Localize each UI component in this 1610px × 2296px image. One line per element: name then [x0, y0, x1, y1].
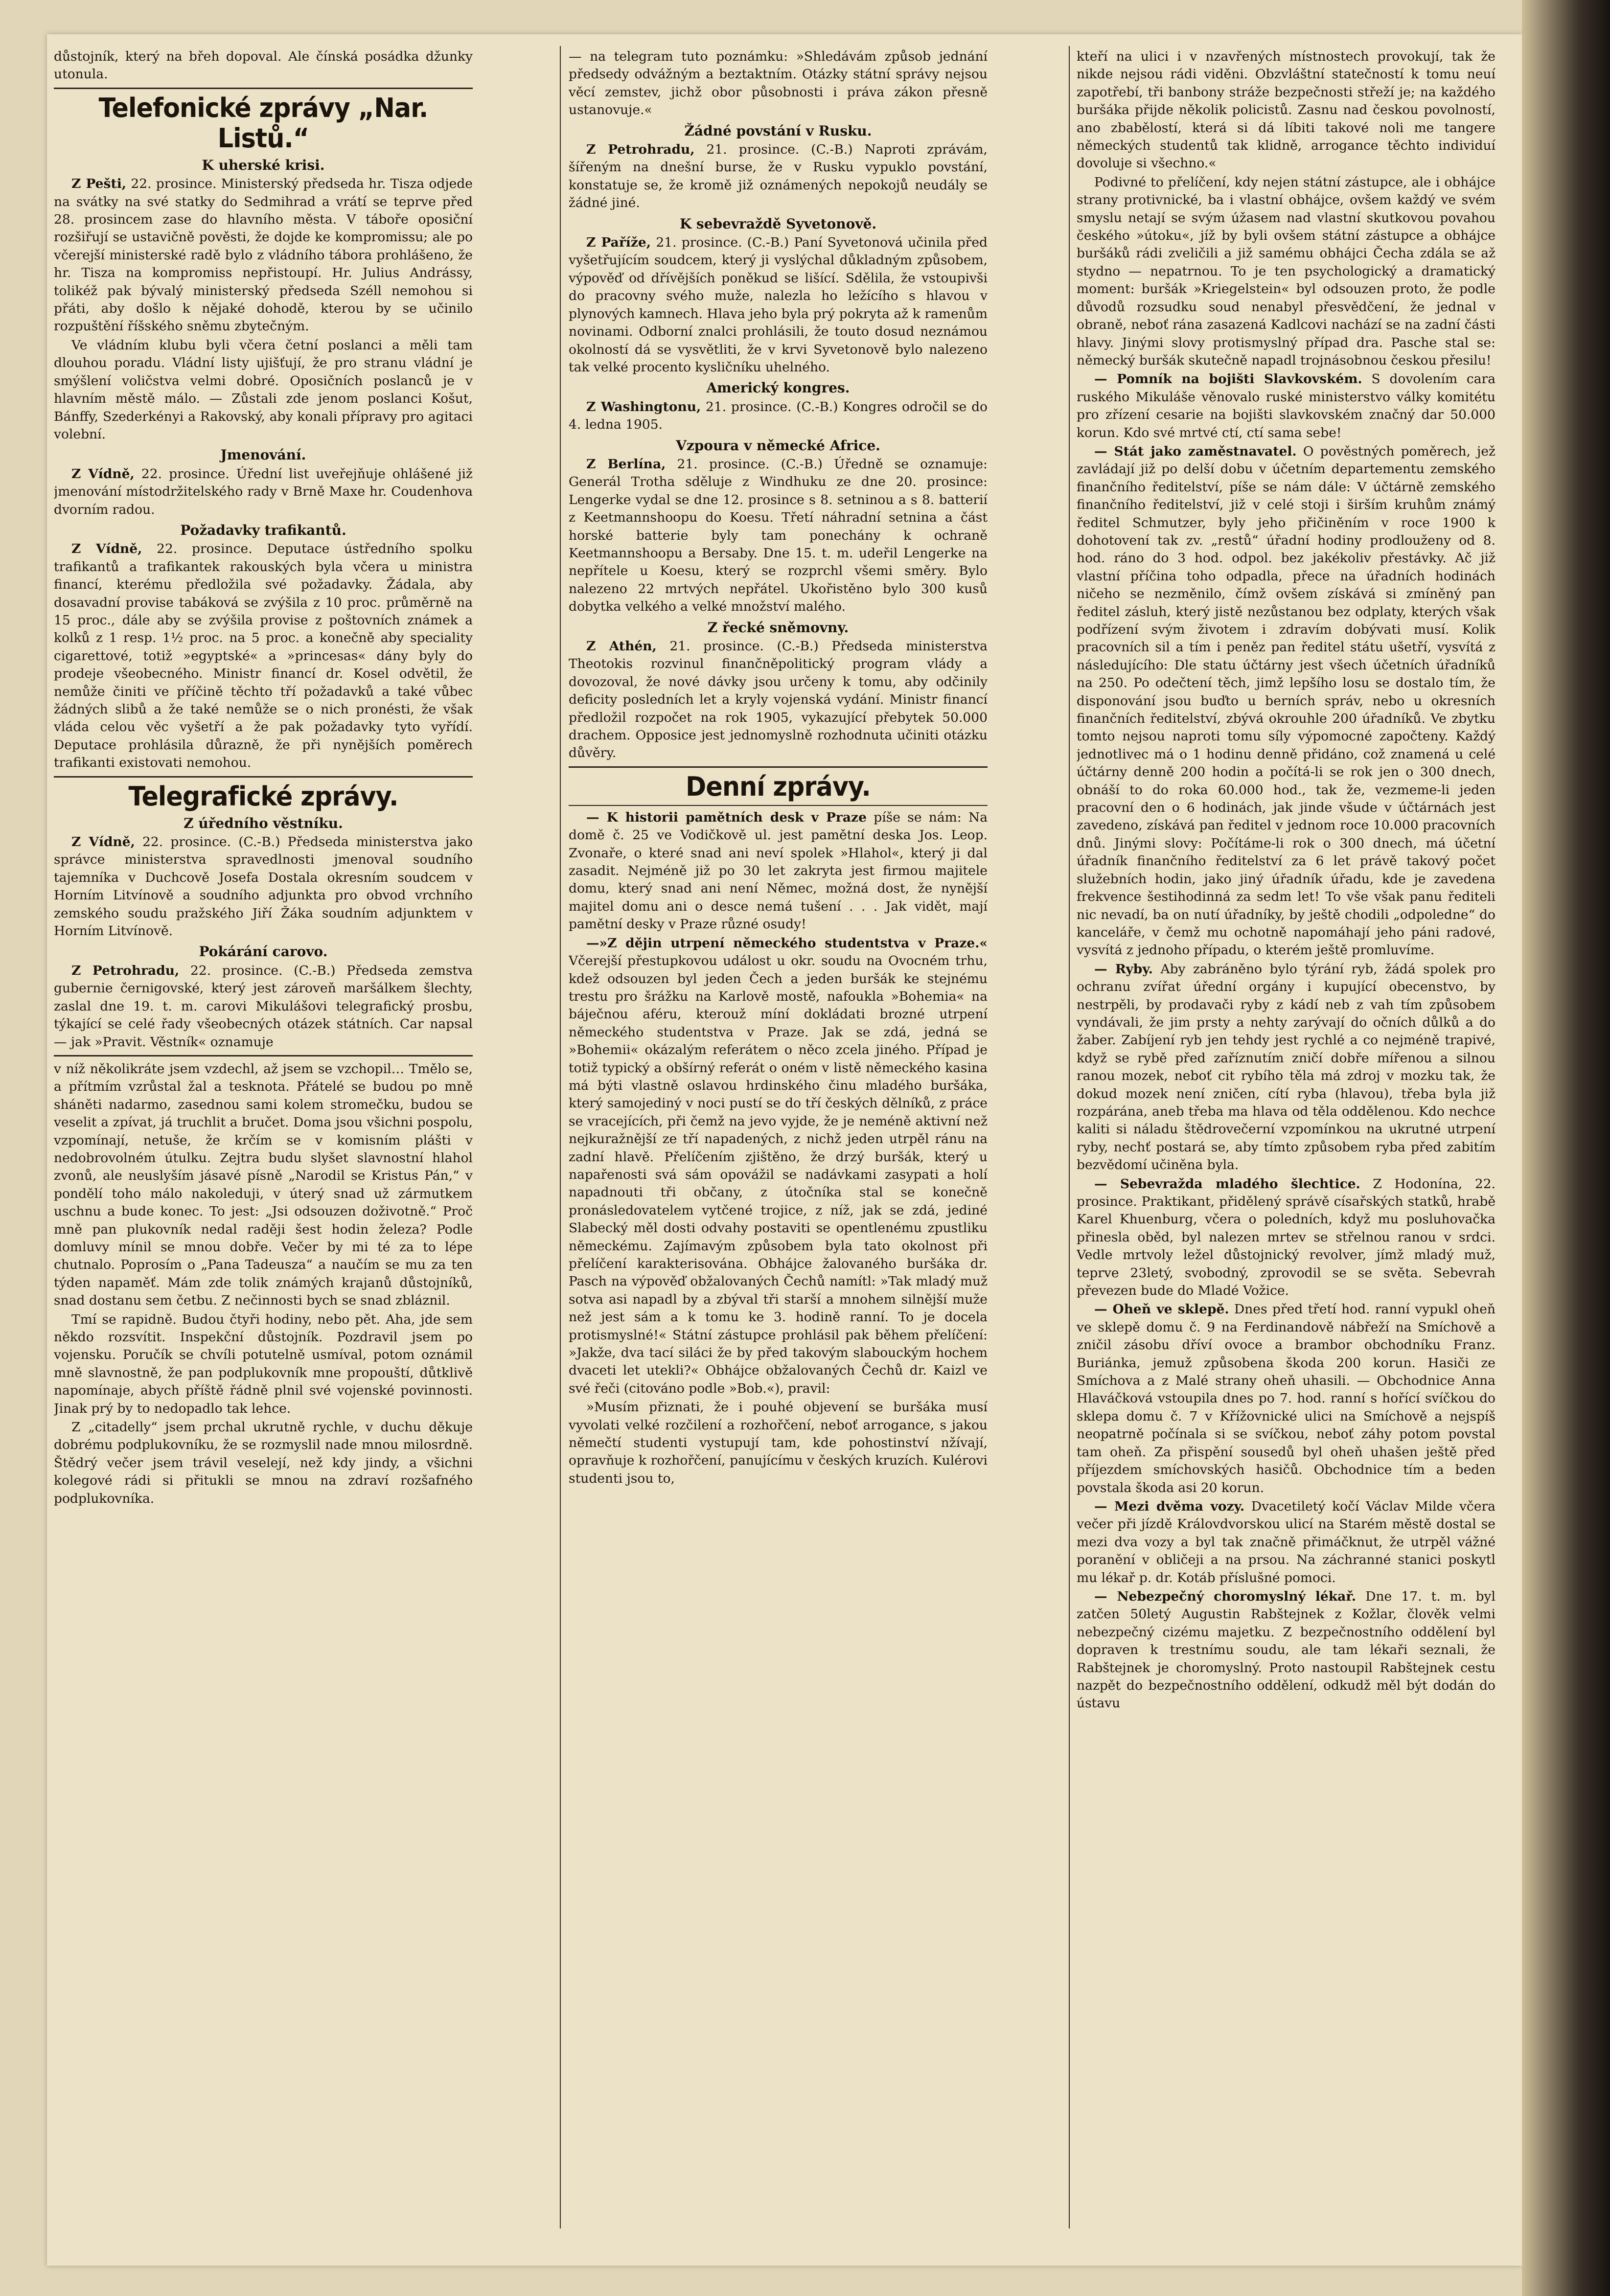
heading-telegraficke-zpravy: Telegrafické zprávy. — [128, 781, 398, 812]
column-1 — [54, 48, 473, 2235]
col3-intro: kteří na ulici i v nzavřených místnostech provokují, tak že nikde nejsou rádi viděni. Obzvláštní statečností k tomu neuí zapotřebí, tři banbony stráže bezpečnosti střeží je; na každého buršáka přijde několik policistů. Zasnu nad českou povolností, ano zbabělostí, která si dá líbiti takové noli me tangere německých studentů tak klidně, arrogance těchto individuí dovoluje si všechno.« — [1077, 49, 1495, 171]
newspaper-page — [47, 34, 1522, 2266]
article-stat — [1077, 443, 1495, 960]
column-rule-2 — [1069, 46, 1070, 2228]
dateline: Z Washingtonu, — [586, 399, 701, 414]
article-choromyslny — [1077, 1588, 1495, 1713]
article-title: — Stát jako zaměstnavatel. — [1094, 443, 1297, 459]
subheading-uredni-vestnik: Z úředního věstníku. — [184, 815, 343, 831]
col2-intro: — na telegram tuto poznámku: »Shledávám způsob jednání předsedy odvážným a beztaktním. Otázky státní správy nejsou věcí zemstev, jichž obor působnosti i práva zákon přesně ustanovuje.« — [569, 49, 988, 118]
divider — [54, 776, 473, 778]
dateline: Z Vídně, — [71, 541, 142, 557]
article-text: 21. prosince. (C.-B.) Úředně se oznamuje: Generál Trotha sděluje z Windhuku ze dne 20. prosince: Lengerke vydal se dne 12. prosince s 8. setninou a s 8. batterií z Keetmannshoopu do Koesu. Třetí náhradní setnina a část horské batterie byly tam ponechány k ochraně Keetmannshoopu a Bersaby. Dne 15. t. m. udeřil Lengerke na nepřítele u Koesu, který se rozprchl všemi směry. Bylo nalezeno 22 mrtvých nepřátel. Ukořistěno bylo 300 kusů dobytka velkého a velké množství malého. — [569, 456, 988, 615]
article-text: 21. prosince. (C.-B.) Paní Syvetonová učinila před vyšetřujícím soudcem, který ji vyslýchal důkladným způsobem, výpověď od dřívějších poněkud se lišící. Sdělila, že vstoupivši do pracovny svého muže, nalezla ho ležícího s hlavou v plynových kamnech. Hlava jeho byla prý pokryta až k ramenům novinami. Odborní znalci prohlásili, že touto dosud neznámou okolností dá se vysvětliti, že v krvi Syvetonově bylo nalezeno tak velké procento kysličníku uhelného. — [569, 235, 988, 375]
article-text: 22. prosince. (C.-B.) Předseda ministerstva jako správce ministerstva spravedlnosti jmenoval soudního tajemníka v Duchcově Josefa Dostala okresním soudcem v Horním Litvínově a soudního adjunkta pro obvod vrchního zemského soudu pražského Jiří Žáka soudním adjunktem v Horním Litvínově. — [54, 834, 473, 939]
divider — [569, 766, 988, 768]
article-berlin — [569, 456, 988, 616]
article-text: 22. prosince. (C.-B.) Předseda zemstva gubernie černigovské, který jest zároveň maršálkem šlechty, zaslal dne 19. t. m. carovi Mikulášovi telegrafický prosbu, týkající se celé řady všeobecných otázek státních. Car napsal — jak »Pravit. Věstník« oznamuje — [54, 963, 473, 1050]
article-quote: »Musím přiznati, že i pouhé objevení se buršáka musí vyvolati velké rozčilení a rozhořčení, neboť arrogance, s jakou němečtí studenti vystupují tam, kde pohostinství nžívají, opravňuje k rozhořčení, panujícímu v českých kruzích. Kulérovi studenti jsou to, — [569, 1400, 988, 1486]
article-title: — K historii pamětních desk v Praze — [586, 809, 867, 825]
article-text: O pověstných poměrech, jež zavládají již po delší dobu v účetním departementu zemského finančního ředitelství, píše se nám dále: V účtárně zemského finančního ředitelství, již v celé stoji i širším kruhům známý ředitel Schmutzer, byly jeho přičiněním v roce 1900 k dohotovení tak zv. „restů“ úřadní hodiny prodlouženy od 8. hod. ráno do 3 hod. odpol. bez jakékoliv přestávky. Ač již vlastní příčina toho odpadla, přece na úřadních hodinách ničeho se nezměnilo, čímž ovšem získává si zmíněný pan ředitel zásluh, který jistě nezůstanou bez odplaty, kterých však podřízení svým životem i zdravím dobývati musí. Kolik pracovních sil a tím i peněz pan ředitel státu ušetří, vysvítá z následujícího: Dle statu účtárny jest všech účetních úřadníků na 250. Po odečtení těch, jimž lepšího losu se dostalo tím, že disponování jsou buďto u berních správ, nebo u okresních finančních ředitelství, zbývá okrouhle 200 úřadníků. Ve zbytku tomto nejsou naproti tomu síly výpomocné započteny. Každý jednotlivec má o 1 hodinu denně přidáno, což znamená u celé účtárny denně 200 hodin a počítá-li se rok jen o 300 dnech, obnáší to do roka 60.000 hod., tak že, vezmeme-li jeden pracovní den o 6 hodinách, jak jinde všude v účtárnách jest zavedeno, získává pan ředitel v jednom roce 10.000 pracovních dnů. Jinými slovy: Počítáme-li rok o 300 dnech, má účetní úřadník finančního ředitelství za 6 let právě takový počet služebních hodin, jako jiný úřadník úřadu, kde je zavedena frekvence šestihodinná za sedm let! To vše však panu řediteli nic nevadí, ba on nutí úřadníky, by ještě chodili „odpoledne“ do kanceláře, v čemž mu ochotně napomáhají jeho páni radové, vysvítá z jednoho případu, o kterém ještě promluvíme. — [1077, 443, 1495, 958]
divider — [54, 88, 473, 89]
subheading-syveton: K sebevraždě Syvetonově. — [679, 215, 877, 232]
article-text: Včerejší přestupkovou událost u okr. soudu na Ovocném trhu, kdež odsouzen byl jeden Čech a jeden buršák ke stejnému trestu pro šrážku na Karlově mostě, nafoukla »Bohemia« na báječnou aféru, kterouž míní dokládati brozné utrpení německého studentstva v Praze. Jak se zdá, jedná se »Bohemii« okázalým referátem o něco zcela jiného. Případ je totiž typický a obšírný referát o oném v listě německého kasina má býti vlastně oslavou hrdinského činu mladého buršáka, který samojediný v noci pustí se do tří českých dělníků, z práce se vracejících, při čemž na jevo vyjde, že je neméně aktivní než nejkuražnější ze tří napadených, z nichž jeden utrpěl ránu na zadní hlavě. Přelíčením zjištěno, že drzý buršák, který u napařenosti svá sám opovážil se nadávkami zasypati a holí napadnouti tři občany, z útočníka stal se konečně pronásledovatelem vytčené trojice, z níž, jak se zdá, jediné Slabecký měl dosti odvahy postaviti se opentlenému zpustliku německému. Zajímavým způsobem byla tato okolnost při přelíčení karakterisována. Obhájce žalovaného buršáka dr. Pasch na výpověď obžalovaných Čechů namítl: »Tak mladý muž sotva asi napadl by a zbýval tři starší a mnohem silnější muže než jest sám a k tomu ke 3. hodině ranní. To je docela protismyslné!« Státní zástupce prohlásil pak během přelíčení: »Jakže, dva tací siláci že by před takovým slabouckým hochem dvaceti let utekli?« Obhájce obžalovaných Čechů dr. Kaizl ve své řeči (citováno podle »Bob.«), pravil: — [569, 953, 988, 1396]
subheading-uherske-krisi: K uherské krisi. — [202, 157, 325, 173]
binding-shadow — [1522, 0, 1610, 2296]
article-sebevrazda — [1077, 1175, 1495, 1300]
article-text: S dovolením cara ruského Mikuláše věnovalo ruské ministerstvo války komitétu pro zřízení cesarie na bojišti slavkovském značný dar 50.000 korun. Kdo své mrtvé ctí, ctí sama sebe! — [1077, 371, 1495, 440]
article-text: Dne 17. t. m. byl zatčen 50letý Augustin Rabštejnek z Kožlar, člověk velmi nebezpečný cizému majetku. Z bezpečnostního oddělení byl dopraven k trestnímu soudu, ale tam lékaři seznali, že Rabštejnek je choromyslný. Proto nastoupil Rabštejnek cestu nazpět do bezpečnostního oddělení, odkudž měl být dodán do ústavu — [1077, 1588, 1495, 1711]
column-rule-1 — [560, 46, 561, 2228]
article-ohen — [1077, 1301, 1495, 1496]
subheading-pokarani-carovo: Pokárání carovo. — [199, 943, 328, 960]
article-trafikanti — [54, 540, 473, 772]
col1-intro: důstojník, který na břeh dopoval. Ale čínská posádka džunky utonula. — [54, 49, 473, 82]
article-title: —»Z dějin utrpení německého studentstva v Praze.« — [586, 935, 988, 951]
column-2 — [569, 48, 988, 2235]
feuilleton-divider — [54, 1055, 473, 1056]
dateline: Z Petrohradu, — [586, 142, 695, 158]
dateline: Z Paříže, — [586, 235, 651, 251]
dateline: Z Vídně, — [71, 466, 135, 482]
dateline: Z Berlína, — [586, 456, 666, 472]
article-commentary: Podivné to přelíčení, kdy nejen státní zástupce, ale i obhájce strany protivnické, ba i vlastní obhájce, ovšem každý ve svém smyslu netají se svým úžasem nad vlastní skutkovou povahou českého »útoku«, jíž by byli ovšem státní zástupce a obhájce buršáků rádi zveličili a již samému obhájci Čecha zdála se až stydno — nepatrnou. To je ten psychologický a dramatický moment: buršák »Kriegelstein« byl odsouzen proto, že podle důvodů rozsudku soud nenabyl přesvědčení, že jednal v obraně, neboť rána zasazená Kadlcovi nachází se na zadní části hlavy. Jinými slovy protismyslný případ dra. Pasche stal se: německý buršák skutečně napadl trojnásobnou českou přesilu! — [1077, 174, 1495, 368]
article-washington — [569, 398, 988, 434]
article-vestnik — [54, 833, 473, 940]
article-title: — Nebezpečný choromyslný lékař. — [1094, 1588, 1357, 1604]
subheading-kongres: Americký kongres. — [706, 380, 850, 396]
article-text: Z Hodonína, 22. prosince. Praktikant, přidělený správě císařských statků, hrabě Karel Khuenburg, včera o poledních, když mu posluhovačka přinesla oběd, byl nalezen mrtev se střelnou ranou v srdci. Vedle mrtvoly ležel důstojnický revolver, jímž mladý muž, teprve 23letý, svobodný, zprovodil se se světa. Sebevrah převezen bude do Mladé Vožice. — [1077, 1176, 1495, 1299]
article-pesti — [54, 175, 473, 336]
subheading-pozadavky-trafikantu: Požadavky trafikantů. — [180, 522, 346, 538]
feuilleton-part-1: v níž několikráte jsem vzdechl, až jsem se vzchopil… Tmělo se, a přítmím vzrůstal žal a tesknota. Přátelé se budou po mně sháněti nadarmo, zasednou sami kolem stromečku, budou se veselit a zpívat, já truchlit a bručet. Doma jsou všichni pospolu, vzpomínají, netuše, že krčím se v komisním plášti v nedobrovolném útulku. Zejtra budu slyšet slavnostní hlahol zvonů, ale neuslyším jásavé písně „Narodil se Kristus Pán,“ v pondělí toho málo nakoleduji, v úterý snad už zármutkem uschnu a bude konec. To jest: „Jsi odsouzen doživotně.“ Proč mně pan plukovník nedal raději šest hodin železa? Podle domluvy mínil se mnou dobře. Večer by mi té za to lépe chutnalo. Poprosím o „Pana Tadeusza“ a naučím se mu za ten týden napaměť. Mám zde tolik známých krajanů důstojníků, snad dostanu sem četbu. Z nečinnosti bych se snad zbláznil. — [54, 1061, 473, 1309]
article-vladni-klub: Ve vládním klubu byli včera četní poslanci a měli tam dlouhou poradu. Vládní listy ujišťují, že pro stranu vládní je smýšlení voličstva velmi dobré. Oposičních poslanců je v hlavním městě málo. — Zůstali zde jenom poslanci Košut, Bánffy, Szederkényi a Rakovský, aby konali přípravy pro agitaci volební. — [54, 337, 473, 442]
article-vozy — [1077, 1498, 1495, 1587]
article-pametni-desky — [569, 809, 988, 934]
article-text: 21. prosince. (C.-B.) Kongres odročil se do 4. ledna 1905. — [569, 399, 988, 433]
dateline: Z Pešti, — [71, 176, 126, 192]
article-athen — [569, 638, 988, 762]
article-text: 22. prosince. Úřední list uveřejňuje ohlášené již jmenování místodržitelského rady v Brně Maxe hr. Coudenhova dvorním radou. — [54, 466, 473, 517]
column-3 — [1077, 48, 1495, 2235]
heading-telefonicke-zpravy: Telefonické zprávy „Nar. Listů.“ — [98, 92, 428, 154]
subheading-jmenovani: Jmenování. — [220, 447, 306, 463]
article-title: — Mezi dvěma vozy. — [1094, 1498, 1245, 1514]
dateline: Z Vídně, — [71, 834, 135, 850]
article-text: Dnes před třetí hod. ranní vypukl oheň ve sklepě domu č. 9 na Ferdinandově nábřeží na Smíchově a zničil zásobu dříví ovoce a brambor obchodníku Franz. Buriánka, jemuž způsobena škoda 200 korun. Hasiči ze Smíchova a z Malé strany oheň uhasili. — Obchodnice Anna Hlaváčková vstoupila dnes po 7. hod. ranní s hořící svíčkou do sklepa domu č. 7 v Křížovnické ulici na Smíchově a nejspíš neopatrně počínala si se svíčkou, neboť záhy potom povstal tam oheň. Za přispění sousedů byl oheň uhašen ještě před příjezdem smíchovských hasičů. Obchodnice tím a beden povstala škoda asi 20 korun. — [1077, 1302, 1495, 1495]
article-text: 22. prosince. Ministerský předseda hr. Tisza odjede na svátky na své statky do Sedmihrad a vrátí se teprve před 28. prosincem zase do hlavního města. V táboře oposiční rozšiřují se ustavičně pověsti, že dojde ke kompromissu; ale po včerejší ministerské radě bylo z vládního tábora prohlášeno, že hr. Tisza na kompromiss nepřistoupí. Hr. Julius Andrássy, tolikéž pak bývalý ministerský předseda Széll nemohou si přáti, aby došlo k nějaké dohodě, kterou by se učinilo rozpuštění říšského sněmu zbytečným. — [54, 176, 473, 334]
article-text: Dvacetiletý kočí Václav Milde včera večer při jízdě Královdvorskou ulicí na Starém městě dostal se mezi dva vozy a byl tak značně přimáčknut, že utrpěl vážné poranění v obličeji a na prsou. Na záchranné stanici poskytl mu lékař p. dr. Kotáb příslušné pomoci. — [1077, 1498, 1495, 1585]
article-title: — Oheň ve sklepě. — [1094, 1302, 1229, 1317]
dateline: Z Petrohradu, — [71, 963, 180, 978]
article-text: píše se nám: Na domě č. 25 ve Vodičkově ul. jest pamětní deska Jos. Leop. Zvonaře, o které snad ani neví spolek »Hlahol«, který ji dal zasadit. Nejméně již po 30 let zakryta jest firmou majitele domu, který snad ani není Němec, možná dost, že nynější majitel domu ani o desce nemá tušení . . . Jak vidět, mají pamětní desky v Praze různé osudy! — [569, 809, 988, 932]
subheading-povstani: Žádné povstání v Rusku. — [684, 122, 872, 139]
feuilleton-part-2: Tmí se rapidně. Budou čtyři hodiny, nebo pět. Aha, jde sem někdo rozsvítit. Inspekční důstojník. Pozdravil jsem po vojensku. Poručík se chvíli potutelně usmíval, potom oznámil mně slavnostně, že pan podplukovník mne propouští, důtklivě napomínaje, abych příště řádně plnil své vojenské povinnosti. Jinak prý by to nedopadlo tak lehce. — [54, 1311, 473, 1416]
article-title: — Sebevražda mladého šlechtice. — [1094, 1176, 1360, 1192]
article-text: Aby zabráněno bylo týrání ryb, žádá spolek pro ochranu zvířat úřední orgány i kupující obecenstvo, by nestrpěli, by prodavači ryby z kádí neb z vah tím způsobem vyndávali, že jim prsty a nehty zarývají do očních důlků a do žaber. Zabíjení ryb jen tehdy jest rychlé a co nejméně trapivé, když se rybě před zaříznutím zničí dobře mířenou a silnou ranou mozek, neboť cit rybího těla má zdroj v mozku tak, že dokud mozek není zničen, cítí ryba (hlavou), třeba byla již rozpárána, aneb třeba ma hlava od těla oddělenou. Kdo nechce kaliti si náladu štědrovečerní vzpomínkou na ukrutné utrpení ryby, nechť postará se, aby tímto způsobem ryba před zabitím bezvědomí učiněna byla. — [1077, 961, 1495, 1173]
article-vidne-jmenovani — [54, 465, 473, 519]
subheading-afrika: Vzpoura v německé Africe. — [676, 437, 880, 454]
article-pariz — [569, 234, 988, 376]
article-petrohrad — [569, 141, 988, 212]
article-pomnik — [1077, 370, 1495, 442]
divider — [569, 805, 988, 806]
article-pokarani — [54, 962, 473, 1051]
article-ryby — [1077, 961, 1495, 1174]
article-studentstvo — [569, 935, 988, 1398]
article-title: — Ryby. — [1094, 961, 1153, 977]
heading-denni-zpravy: Denní zprávy. — [686, 771, 871, 802]
dateline: Z Athén, — [586, 639, 657, 654]
article-text: 21. prosince. (C.-B.) Naproti zprávám, šířeným na dnešní burse, že v Rusku vypuklo povstání, konstatuje se, že kromě již oznámených nepokojů neudály se žádné jiné. — [569, 142, 988, 211]
feuilleton-part-3: Z „citadelly“ jsem prchal ukrutně rychle, v duchu děkuje dobrému podplukovníku, že se rozmyslil nade mnou milosrdně. Štědrý večer jsem trávil veselejí, než kdy jindy, a všichni kolegové rádi si přitukli se mnou na zdraví rozšafného podplukovníka. — [54, 1420, 473, 1506]
subheading-recka-snemovna: Z řecké sněmovny. — [707, 619, 849, 636]
article-text: 22. prosince. Deputace ústředního spolku trafikantů a trafikantek rakouských byla včera u ministra financí, kterému předložila své požadavky. Žádala, aby dosavadní provise tabáková se zvýšila z 10 proc. průměrně na 15 proc., dále aby se zvýšila provise z poštovních známek a kolků z 1 resp. 1½ proc. na 5 proc. a konečně aby speciality cigarettové, totiž »egyptské« a »princesas« dány byly do prodeje všeobecného. Ministr financí dr. Kosel odvětil, že nemůže činiti ve příčině těchto tří požadavků a také vůbec žádných slibů a že také nemůže se o nich pronésti, že však vláda celou věc vyšetří a že pak požadavky tyto vyřídí. Deputace prohlásila důrazně, že při nynějších poměrech trafikanti existovati nemohou. — [54, 541, 473, 771]
article-text: 21. prosince. (C.-B.) Předseda ministerstva Theotokis rozvinul finančněpolitický program vlády a dovozoval, že nové dávky jsou určeny k tomu, aby odčinily deficity posledních let a kryly vojenská vydání. Ministr financí předložil rozpočet na rok 1905, vykazující přebytek 50.000 drachem. Opposice jest jednomyslně rozhodnuta učiniti otázku důvěry. — [569, 639, 988, 761]
article-title: — Pomník na bojišti Slavkovském. — [1094, 371, 1362, 387]
